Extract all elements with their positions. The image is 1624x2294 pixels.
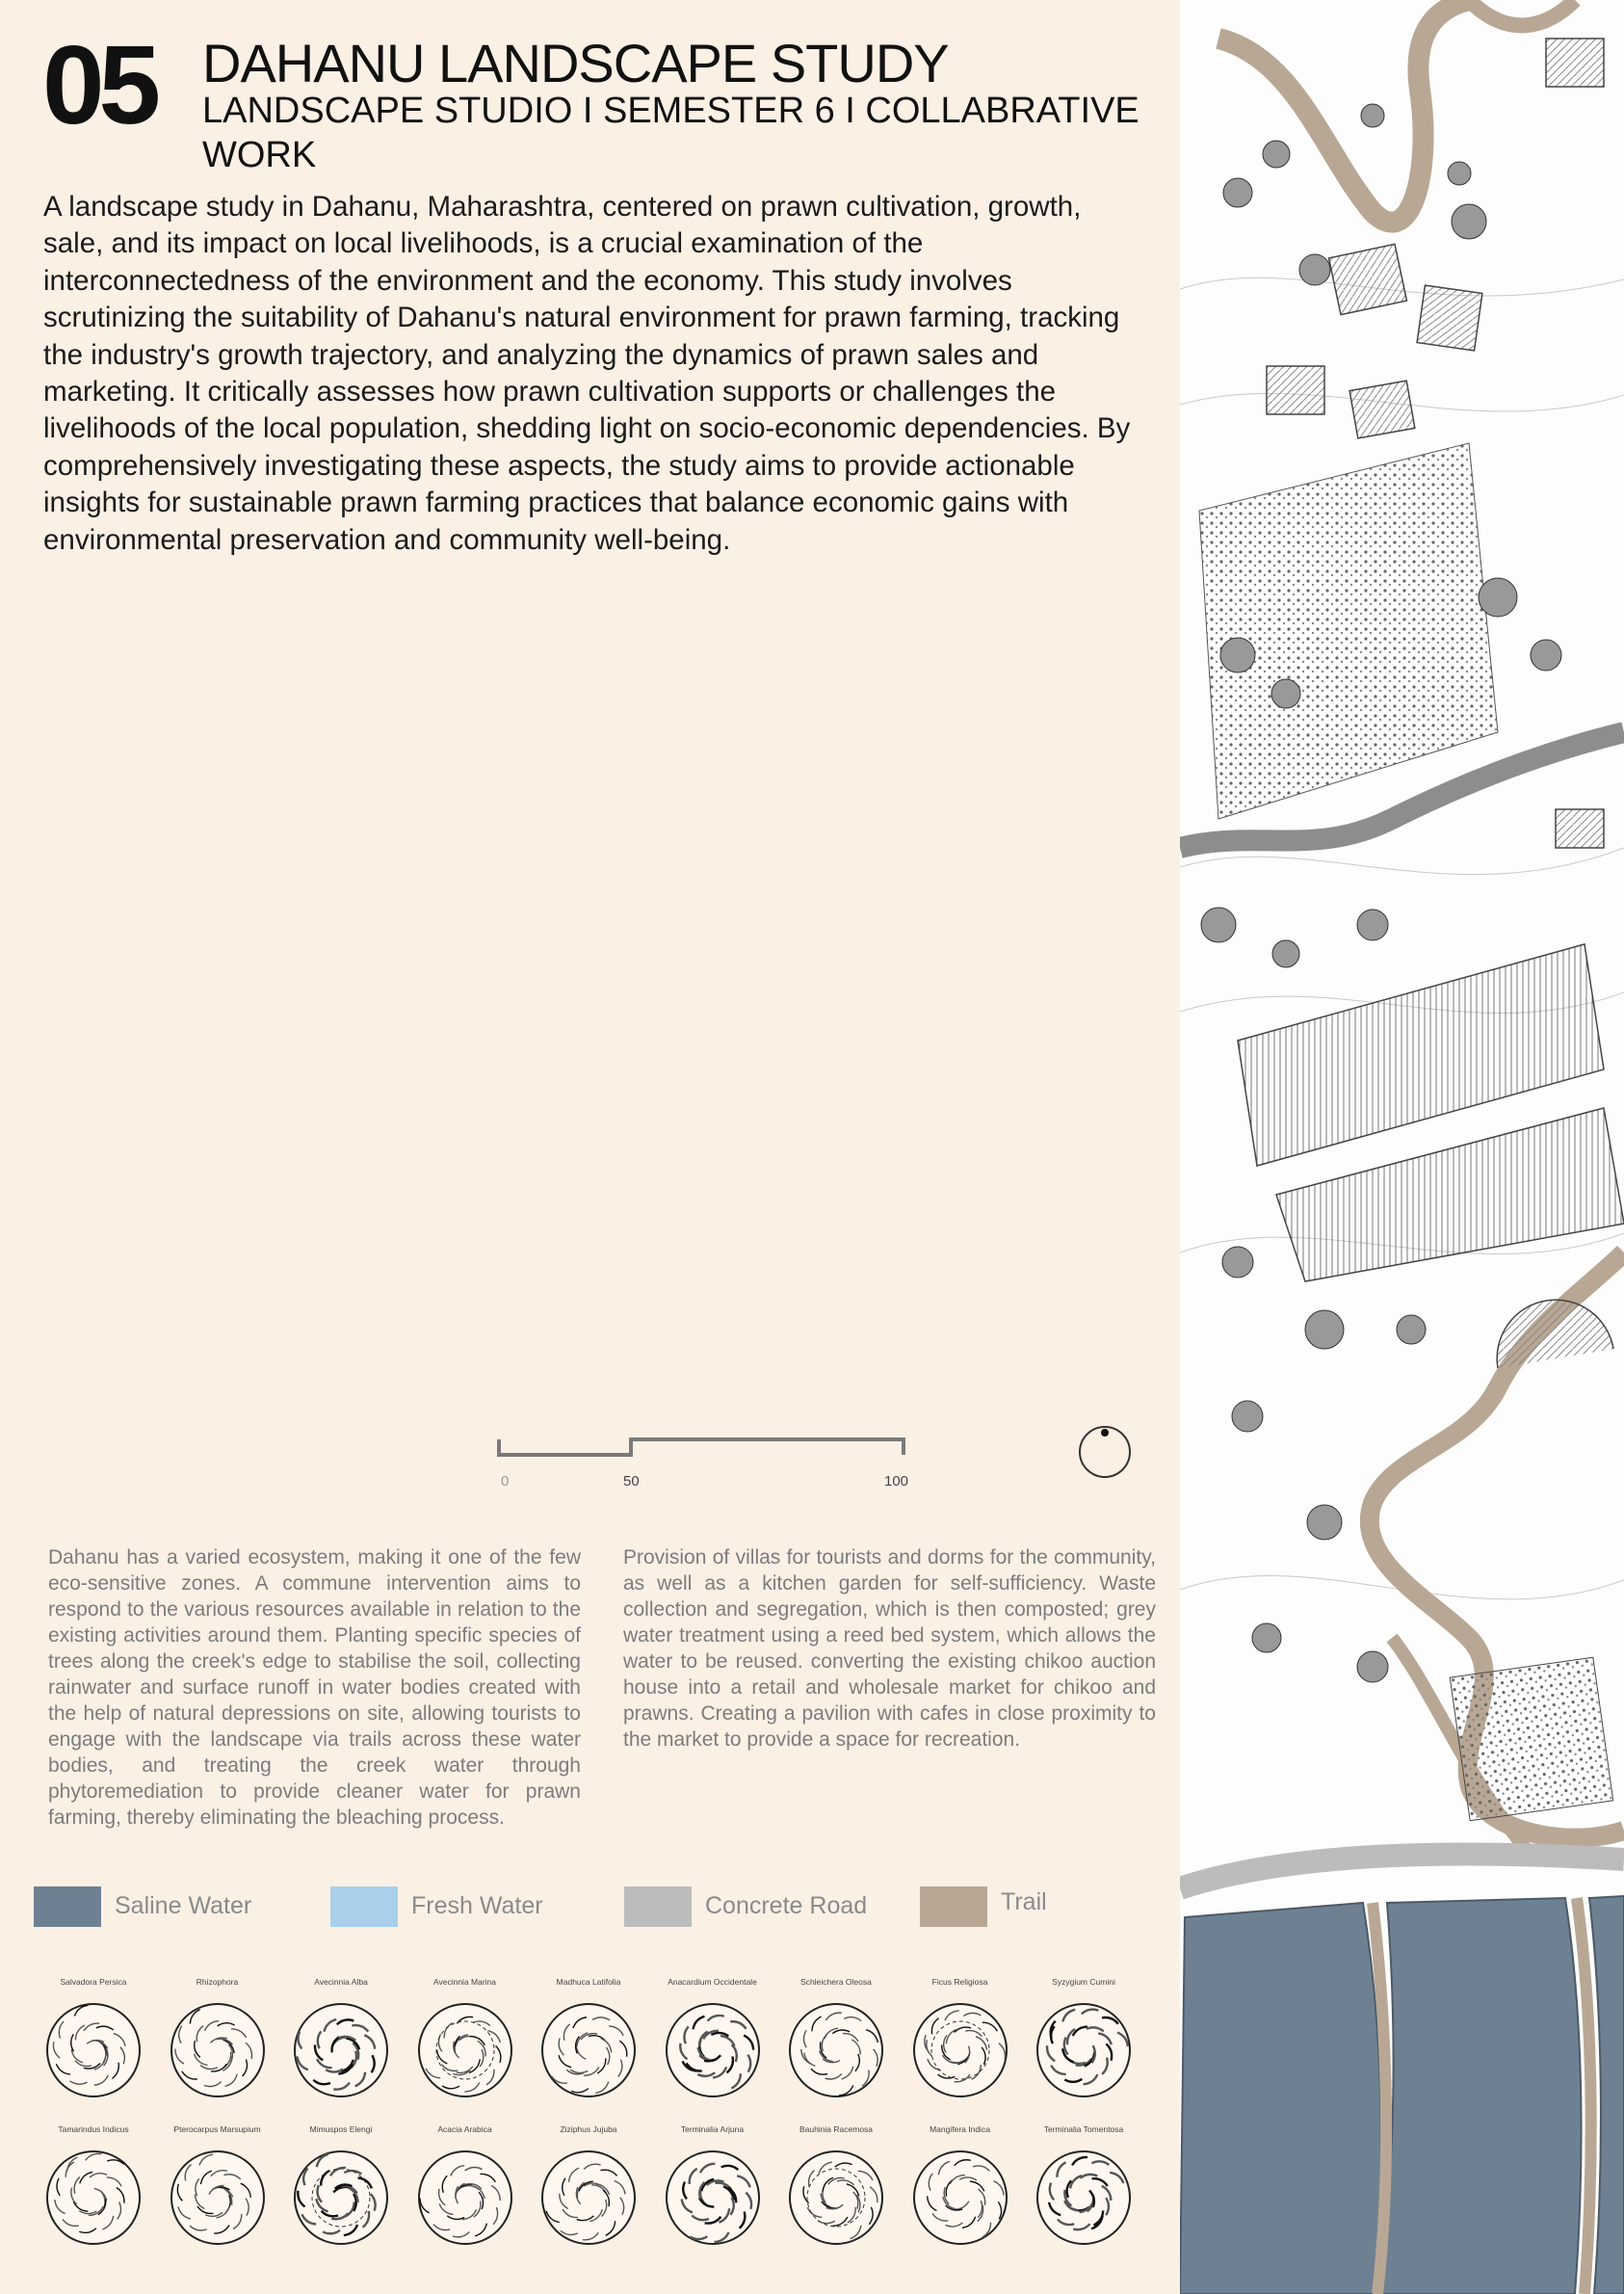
tree-canopy-icon — [291, 2148, 391, 2248]
plant-name: Mimuspos Elengi — [309, 2124, 373, 2134]
plant-symbol — [536, 1977, 642, 2100]
legend-label: Concrete Road — [705, 1892, 868, 1919]
page-subtitle: LANDSCAPE STUDIO I SEMESTER 6 I COLLABRATIVE WORK — [202, 91, 1139, 175]
project-number: 05 — [42, 22, 156, 147]
site-plan-illustration — [1180, 0, 1624, 2294]
plant-symbol — [660, 1977, 766, 2100]
plant-symbol — [165, 2124, 271, 2248]
tree-canopy-icon — [910, 2148, 1010, 2248]
scale-bar-line — [499, 1439, 904, 1455]
plant-symbol — [1031, 1977, 1137, 2100]
plant-name: Avecinnia Marina — [432, 1977, 497, 1987]
plant-name: Syzygium Cumini — [1052, 1977, 1115, 1987]
tree-canopy-icon — [663, 2000, 763, 2100]
plant-name: Terminalia Tomentosa — [1043, 2124, 1124, 2134]
tree-canopy-icon — [1034, 2000, 1134, 2100]
plant-name: Ziziphus Jujuba — [560, 2124, 617, 2134]
tree-canopy-icon — [168, 2000, 268, 2100]
legend-label: Fresh Water — [411, 1892, 543, 1919]
legend-swatch — [624, 1886, 692, 1927]
plant-name: Rhizophora — [196, 1977, 239, 1987]
plant-name: Bauhinia Racemosa — [799, 2124, 874, 2134]
plant-symbol — [536, 2124, 642, 2248]
legend-swatch — [330, 1886, 398, 1927]
tree-canopy-icon — [168, 2148, 268, 2248]
tree-canopy-icon — [291, 2000, 391, 2100]
intro-paragraph: A landscape study in Dahanu, Maharashtra, centered on prawn cultivation, growth, sale, and its impact on local livelihoods, is a crucial examination of the interconnectedness of the environment and the economy. This study involves scrutinizing the suitability of Dahanu's natural environment for prawn farming, tracking the industry's growth trajectory, and analyzing the dynamics of prawn sales and marketing. It critically assesses how prawn cultivation supports or challenges the livelihoods of the local population, shedding light on socio-economic dependencies. By comprehensively investigating these aspects, the study aims to provide actionable insights for sustainable prawn farming practices that balance economic gains with environmental preservation and community well-being. — [43, 191, 1131, 556]
scale-label-100: 100 — [884, 1473, 909, 1490]
plant-symbol — [660, 2124, 766, 2248]
plant-symbol — [288, 1977, 394, 2100]
tree-canopy-icon — [786, 2148, 886, 2248]
page-title: DAHANU LANDSCAPE STUDY — [202, 33, 949, 93]
plant-name: Anacardium Occidentale — [668, 1977, 757, 1987]
legend-swatch — [920, 1886, 987, 1927]
plant-symbol — [1031, 2124, 1137, 2248]
tree-canopy-icon — [663, 2148, 763, 2248]
scale-label-50: 50 — [623, 1473, 640, 1490]
plant-name: Terminalia Arjuna — [680, 2124, 745, 2134]
plant-name: Salvadora Persica — [60, 1977, 127, 1987]
tree-canopy-icon — [43, 2148, 144, 2248]
plant-symbol — [165, 1977, 271, 2100]
plant-name: Avecinnia Alba — [314, 1977, 368, 1987]
intervention-paragraph-right: Provision of villas for tourists and dorms for the community, as well as a kitchen garden for self-sufficiency. Waste collection and segregation, which is then composted; grey water treatment using a reed bed system, which allows the water to be reused. converting the existing chikoo auction house into a retail and wholesale market for chikoo and prawns. Creating a pavilion with cafes in close proximity to the market to provide a space for recreation. — [623, 1546, 1156, 1751]
site-plan-drawing — [1180, 0, 1624, 2294]
legend-label: Saline Water — [115, 1892, 252, 1919]
plant-symbol — [412, 1977, 518, 2100]
plant-symbol — [412, 2124, 518, 2248]
plant-symbol — [783, 2124, 889, 2248]
tree-canopy-icon — [1034, 2148, 1134, 2248]
intervention-paragraph-left: Dahanu has a varied ecosystem, making it one of the few eco-sensitive zones. A commune intervention aims to respond to the various resources available in relation to the existing activities around them. Planting specific species of trees along the creek's edge to stabilise the soil, collecting rainwater and surface runoff in water bodies created with the help of natural depressions on site, allowing tourists to engage with the landscape via trails across these water bodies, and treating the creek water through phytoremediation to provide cleaner water for prawn farming, thereby eliminating the bleaching process. — [48, 1546, 581, 1829]
plant-name: Pterocarpus Marsupium — [173, 2124, 261, 2134]
plant-name: Schleichera Oleosa — [800, 1977, 872, 1987]
plant-symbol — [907, 1977, 1013, 2100]
tree-canopy-icon — [786, 2000, 886, 2100]
scale-label-0: 0 — [501, 1473, 510, 1490]
plant-symbol — [40, 1977, 146, 2100]
tree-canopy-icon — [415, 2000, 515, 2100]
plant-symbol — [40, 2124, 146, 2248]
legend-label: Trail — [1001, 1888, 1047, 1915]
plant-name: Madhuca Latifolia — [556, 1977, 621, 1987]
plant-name: Tamarindus Indicus — [58, 2124, 129, 2134]
plant-name: Acacia Arabica — [437, 2124, 492, 2134]
plant-symbol — [288, 2124, 394, 2248]
tree-canopy-icon — [43, 2000, 144, 2100]
tree-canopy-icon — [415, 2148, 515, 2248]
north-arrow-icon — [1077, 1424, 1133, 1480]
plant-name: Ficus Religiosa — [931, 1977, 988, 1987]
tree-canopy-icon — [910, 2000, 1010, 2100]
plant-name: Mangifera Indica — [930, 2124, 990, 2134]
plant-symbol — [783, 1977, 889, 2100]
scale-bar — [491, 1436, 915, 1493]
tree-canopy-icon — [538, 2000, 639, 2100]
legend-swatch — [34, 1886, 101, 1927]
tree-canopy-icon — [538, 2148, 639, 2248]
plant-symbol — [907, 2124, 1013, 2248]
